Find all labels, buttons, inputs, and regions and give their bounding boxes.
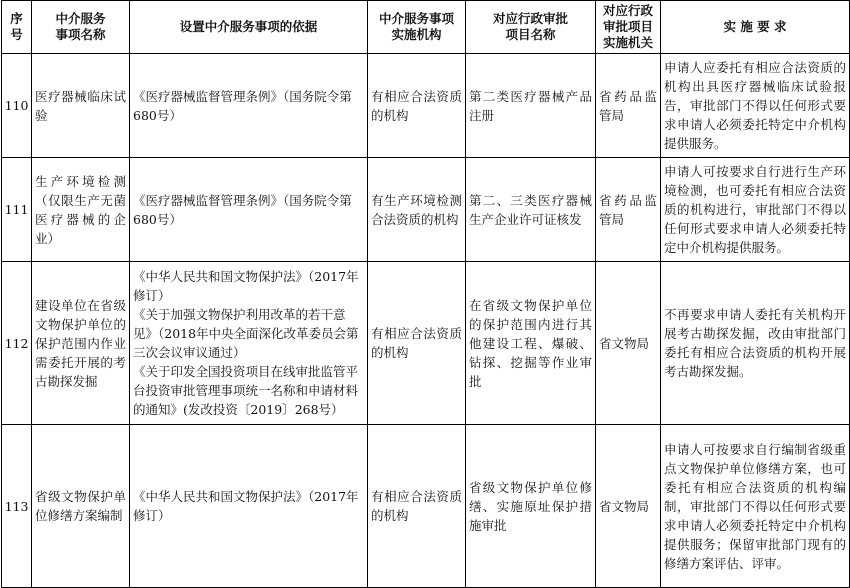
table-row: [2, 262, 850, 425]
approval-authority: 省文物局: [596, 262, 661, 425]
service-name: 建设单位在省级文物保护单位的保护范围内作业需委托开展的考古勘探发掘: [32, 262, 130, 425]
basis-document: 《医疗器械监督管理条例》（国务院令第680号）: [133, 192, 352, 227]
basis: [130, 425, 368, 588]
requirement: 申请人可按要求自行编制省级重点文物保护单位修缮方案，也可委托有相应合法资质的机构编制，审批部门不得以任何形式要求申请人必须委托特定中介机构提供服务；保留审批部门现有的修缮方案评估、评审。: [661, 425, 850, 588]
basis-document: 《医疗器械监督管理条例》（国务院令第680号）: [133, 88, 352, 123]
approval-item: 在省级文物保护单位的保护范围内进行其他建设工程、爆破、钻探、挖掘等作业审批: [466, 262, 596, 425]
agency: 有相应合法资质的机构: [368, 262, 466, 425]
agency: 有相应合法资质的机构: [368, 54, 466, 158]
intermediary-services-table: [1, 0, 850, 588]
table-row: [2, 425, 850, 588]
basis: [130, 54, 368, 158]
basis-document: 《关于加强文物保护利用改革的若干意见》（2018年中央全面深化改革委员会第三次会议审议通过）: [133, 307, 359, 360]
row-number: 113: [2, 425, 32, 588]
header-no: 序 号: [2, 1, 32, 54]
header-agency: 中介服务事项 实施机构: [368, 1, 466, 54]
table-row: [2, 158, 850, 262]
basis: [130, 262, 368, 425]
approval-item: 省级文物保护单位修缮、实施原址保护措施审批: [466, 425, 596, 588]
row-number: 110: [2, 54, 32, 158]
basis-document: 《关于印发全国投资项目在线审批监管平台投资审批管理事项统一名称和申请材料的通知》(发改投资〔2019〕268号）: [133, 364, 359, 417]
service-name: 医疗器械临床试验: [32, 54, 130, 158]
header-approval-item: 对应行政审批 项目名称: [466, 1, 596, 54]
service-name: 生产环境检测（仅限生产无菌医疗器械的企业）: [32, 158, 130, 262]
requirement: 申请人可按要求自行进行生产环境检测，也可委托有相应合法资质的机构进行，审批部门不得以任何形式要求申请人必须委托特定中介机构提供服务。: [661, 158, 850, 262]
agency: 有相应合法资质的机构: [368, 425, 466, 588]
row-number: 111: [2, 158, 32, 262]
basis-document: 《中华人民共和国文物保护法》（2017年修订）: [133, 489, 359, 523]
approval-item: 第二、三类医疗器械生产企业许可证核发: [466, 158, 596, 262]
row-number: 112: [2, 262, 32, 425]
agency: 有生产环境检测合法资质的机构: [368, 158, 466, 262]
table-row: [2, 54, 850, 158]
header-requirements: 实 施 要 求: [661, 1, 850, 54]
service-name: 省级文物保护单位修缮方案编制: [32, 425, 130, 588]
basis: [130, 158, 368, 262]
header-row: [2, 1, 850, 54]
approval-authority: 省文物局: [596, 425, 661, 588]
requirement: 申请人应委托有相应合法资质的机构出具医疗器械临床试验报告，审批部门不得以任何形式要求申请人必须委托特定中介机构提供服务。: [661, 54, 850, 158]
header-basis: 设置中介服务事项的依据: [130, 1, 368, 54]
header-approval-authority: 对应行政 审批项目 实施机关: [596, 1, 661, 54]
requirement: 不再要求申请人委托有关机构开展考古勘探发掘，改由审批部门委托有相应合法资质的机构开展考古勘探发掘。: [661, 262, 850, 425]
approval-authority: 省药品监管局: [596, 158, 661, 262]
basis-document: 《中华人民共和国文物保护法》（2017年修订）: [133, 269, 359, 303]
header-service-name: 中介服务 事项名称: [32, 1, 130, 54]
approval-item: 第二类医疗器械产品注册: [466, 54, 596, 158]
approval-authority: 省药品监管局: [596, 54, 661, 158]
